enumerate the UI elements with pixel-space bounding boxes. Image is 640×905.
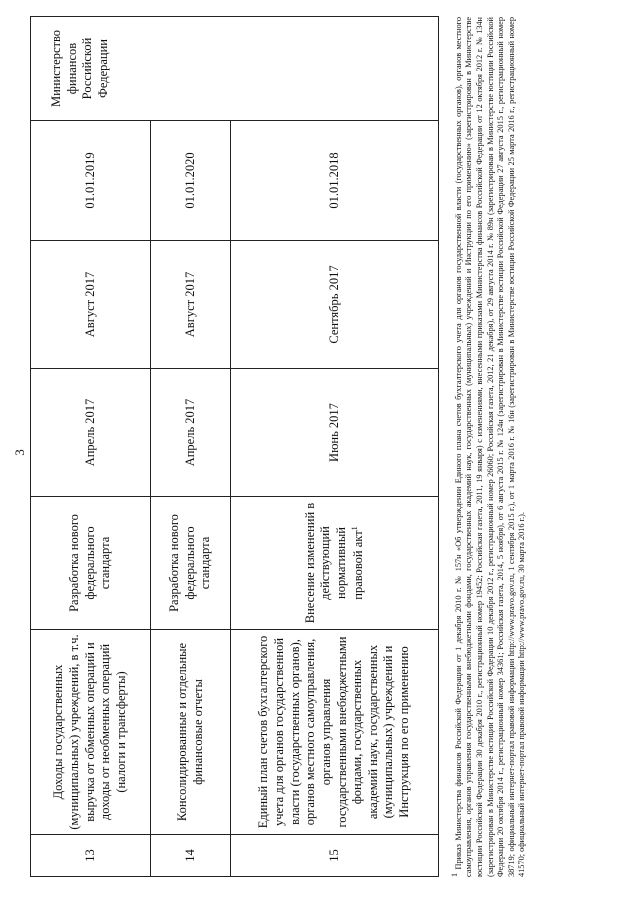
table-row <box>231 17 439 877</box>
table-row <box>31 17 151 877</box>
row-number: 15 <box>231 835 439 877</box>
footnote-ref: 1 <box>349 526 359 531</box>
row-date-2: Август 2017 <box>31 241 151 369</box>
responsible-cell: Министерство финансов Российской Федерации <box>31 17 439 121</box>
row-action: Разработка нового федерального стандарта <box>31 497 151 630</box>
row-date-3: 01.01.2018 <box>231 121 439 241</box>
row-date-2: Август 2017 <box>151 241 231 369</box>
footnote-text: Приказ Министерства финансов Российской Федерации от 1 декабря 2010 г. № 157н «Об утверждении Единого плана счетов бухгалтерского учета для органов государственной власти (государственных органов), органов местного самоуправления, органов управления государственными внебюджетными фондами, государственных академий наук, государственных (муниципальных) учреждений и Инструкции по его применению» (зарегистрирован в Министерстве юстиции Российской Федерации 30 декабря 2010 г., регистрационный номер 19452; Российская газета, 2011, 19 января) с изменениями, внесенными приказами Министерства финансов Российской Федерации от 12 октября 2012 г. № 134н (зарегистрирован в Министерстве юстиции Российской Федерации 10 декабря 2012 г., регистрационный номер 26060; Российская газета, 2012, 21 декабря), от 29 августа 2014 г. № 89н (зарегистрирован в Министерстве юстиции Российской Федерации 20 октября 2014 г., регистрационный номер 34361; Российская газета, 2014, 5 ноября), от 6 августа 2015 г. № 124н (зарегистрирован в Министерстве юстиции Российской Федерации 27 августа 2015 г., регистрационный номер 38719; официальный интернет-портал правовой информации http://www.pravo.gov.ru, 1 сентября 2015 г.), от 1 марта 2016 г. № 16н (зарегистрирован в Министерстве юстиции Российской Федерации 25 марта 2016 г., регистрационный номер 41570; официальный интернет-портал правовой информации http://www.pravo.gov.ru, 30 марта 2016 г.). <box>453 17 527 877</box>
row-number: 13 <box>31 835 151 877</box>
row-name: Доходы государственных (муниципальных) учреждений, в т.ч. выручка от обменных операций и доходы от необменных операций (налоги и трансферты) <box>31 630 151 835</box>
row-name: Консолидированные и отдельные финансовые отчеты <box>151 630 231 835</box>
row-date-1: Июнь 2017 <box>231 369 439 497</box>
plan-table <box>30 16 439 877</box>
row-date-1: Апрель 2017 <box>31 369 151 497</box>
page-number: 3 <box>12 449 27 456</box>
row-number: 14 <box>151 835 231 877</box>
row-date-3: 01.01.2019 <box>31 121 151 241</box>
table-row <box>151 17 231 877</box>
row-action: Разработка нового федерального стандарта <box>151 497 231 630</box>
row-name: Единый план счетов бухгалтерского учета для органов государственной власти (государственных органов), органов местного самоуправления, органов управления государственными внебюджетными фондами, государственных академий наук, государственных (муниципальных) учреждений и Инструкция по его применению <box>231 630 439 835</box>
row-date-1: Апрель 2017 <box>151 369 231 497</box>
row-date-3: 01.01.2020 <box>151 121 231 241</box>
row-action <box>231 497 439 630</box>
footnote <box>450 17 528 877</box>
footnote-mark: 1 <box>450 873 459 877</box>
row-date-2: Сентябрь 2017 <box>231 241 439 369</box>
row-action-text: Внесение изменений в действующий нормативный правовой акт <box>302 502 365 624</box>
